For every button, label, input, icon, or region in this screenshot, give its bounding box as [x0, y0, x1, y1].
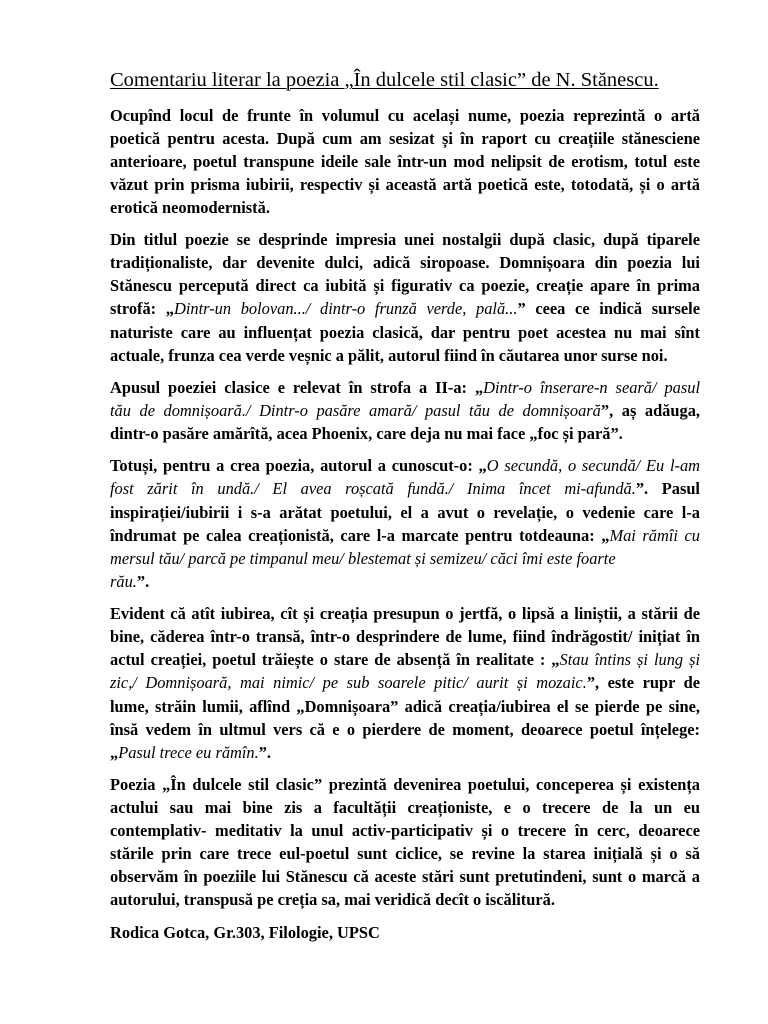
- text-run: Apusul poeziei clasice e relevat în strofa a II-a: „: [110, 377, 484, 397]
- paragraph: [110, 228, 700, 367]
- verse-quote: Mai rămîi cu: [609, 525, 700, 545]
- text-line: [110, 454, 700, 477]
- verse-quote: rău.: [110, 571, 137, 591]
- text-line: actuale, frunza cea verde veșnic a pălit, autorul fiind în căutarea unor surse noi.: [110, 345, 668, 365]
- text-line: [110, 477, 700, 500]
- text-run: ”.: [258, 742, 272, 762]
- verse-quote: tău de domnișoară./ Dintr-o pasăre amară/ pasul tău de domnișoară: [110, 401, 601, 420]
- paragraph: [110, 454, 700, 593]
- text-line: [110, 570, 700, 593]
- text-line: Poezia „În dulcele stil clasic” prezintă devenirea poetului, conceperea și existența: [110, 774, 700, 794]
- text-line: naturiste care au influențat poezia clasică, dar pentru poet acestea nu mai sînt: [110, 322, 700, 342]
- document-body: [110, 68, 700, 944]
- text-line: [110, 399, 700, 422]
- text-line: erotică neomodernistă.: [110, 197, 270, 217]
- text-run: ” ceea ce indică sursele: [517, 299, 701, 319]
- text-run: ”, aș adăuga,: [600, 401, 700, 420]
- paragraph: [110, 602, 700, 764]
- text-line: [110, 376, 700, 399]
- text-run: ”.: [136, 571, 150, 591]
- text-run: ”. Pasul: [635, 479, 700, 499]
- text-line: anterioare, poetul transpune ideile sale într-un mod nelipsit de erotism, totul este: [110, 151, 700, 171]
- text-run: strofă: „: [110, 299, 174, 319]
- text-line: Evident că atît iubirea, cît și creația presupun o jertfă, o lipsă a liniștii, a stării de: [110, 604, 700, 624]
- paragraph: [110, 376, 700, 445]
- text-line: [110, 648, 700, 671]
- text-line: văzut prin prisma iubirii, respectiv și această artă poetică este, totodată, și o artă: [110, 174, 700, 194]
- text-line: [110, 671, 700, 694]
- verse-quote: Pasul trece eu rămîn.: [118, 742, 259, 762]
- author-signature: Rodica Gotca, Gr.303, Filologie, UPSC: [110, 922, 380, 942]
- text-line: Ocupînd locul de frunte în volumul cu același nume, poezia reprezintă o artă: [110, 105, 700, 125]
- text-line: actului sau mai bine zis a facultății creaționiste, e o trecere de la un eu: [110, 798, 700, 818]
- text-line: lume, străin lumii, aflînd „Domnișoara” adică creația/iubirea el se pierde pe sine,: [110, 696, 700, 716]
- text-run: actul creației, poetul trăiește o stare de absență în realitate : „: [110, 650, 560, 670]
- verse-quote: fost zărit în undă./ El avea roșcată fundă./ Inima încet mi-afundă.: [110, 479, 636, 499]
- text-run: ”, este rupr de: [586, 673, 700, 693]
- text-line: bine, căderea într-o transă, într-o desprindere de lume, fiind îndrăgostit/ inițiat în: [110, 627, 700, 647]
- text-line: observăm în poeziile lui Stănescu că aceste stări sunt pretutindeni, sunt o marcă a: [110, 867, 700, 887]
- text-line: [110, 524, 700, 547]
- verse-quote: mersul tău/ parcă pe timpanul meu/ blestemat și semizeu/ căci îmi este foarte: [110, 548, 616, 568]
- text-run: îndrumat pe calea creaționistă, care l-a marcate pentru totdeauna: „: [110, 525, 610, 545]
- text-line: contemplativ- meditativ la unul activ-participativ și o trecere în cerc, deoarece: [110, 821, 700, 841]
- text-line: poetică pentru acesta. După cum am sesizat și în raport cu creațiile stănesciene: [110, 128, 700, 148]
- verse-quote: Stau întins și lung și: [559, 650, 700, 670]
- text-line: dintr-o pasăre amărîtă, acea Phoenix, care deja nu mai face „foc și pară”.: [110, 424, 623, 444]
- text-line: însă vedem în ultmul vers că e o pierdere de moment, deoarece poetul înțelege:: [110, 719, 700, 739]
- verse-quote: Dintr-o înserare-n seară/ pasul: [483, 377, 700, 397]
- verse-quote: O secundă, o secundă/ Eu l-am: [486, 456, 700, 476]
- text-line: stările prin care trece eul-poetul sunt ciclice, se revine la starea inițială și o să: [110, 844, 700, 864]
- text-line: [110, 547, 700, 570]
- text-run: Totuși, pentru a crea poezia, autorul a cunoscut-o: „: [110, 456, 487, 476]
- text-line: tradiționaliste, dar devenite dulci, adică siropoase. Domnișoara din poezia lui: [110, 253, 700, 273]
- text-run: „: [110, 742, 119, 762]
- text-line: autorului, transpusă pe creția sa, mai veridică decît o iscălitură.: [110, 890, 555, 910]
- text-line: [110, 297, 700, 320]
- text-line: [110, 741, 700, 764]
- document-title: Comentariu literar la poezia „În dulcele stil clasic” de N. Stănescu.: [110, 69, 659, 91]
- verse-quote: Dintr-un bolovan.../ dintr-o frunză verde, pală...: [174, 299, 518, 319]
- text-line: Stănescu percepută direct ca iubită și figurativ ca poezie, creație apare în prima: [110, 276, 700, 296]
- paragraph: [110, 104, 700, 219]
- verse-quote: zic,/ Domnișoară, mai nimic/ pe sub soarele pitic/ aurit și mozaic.: [110, 673, 587, 693]
- text-line: inspirației/iubirii i s-a arătat poetului, el a avut o revelație, o vedenie care l-a: [110, 502, 700, 522]
- text-line: Din titlul poezie se desprinde impresia unei nostalgii după clasic, după tiparele: [110, 230, 700, 250]
- paragraph: [110, 773, 700, 912]
